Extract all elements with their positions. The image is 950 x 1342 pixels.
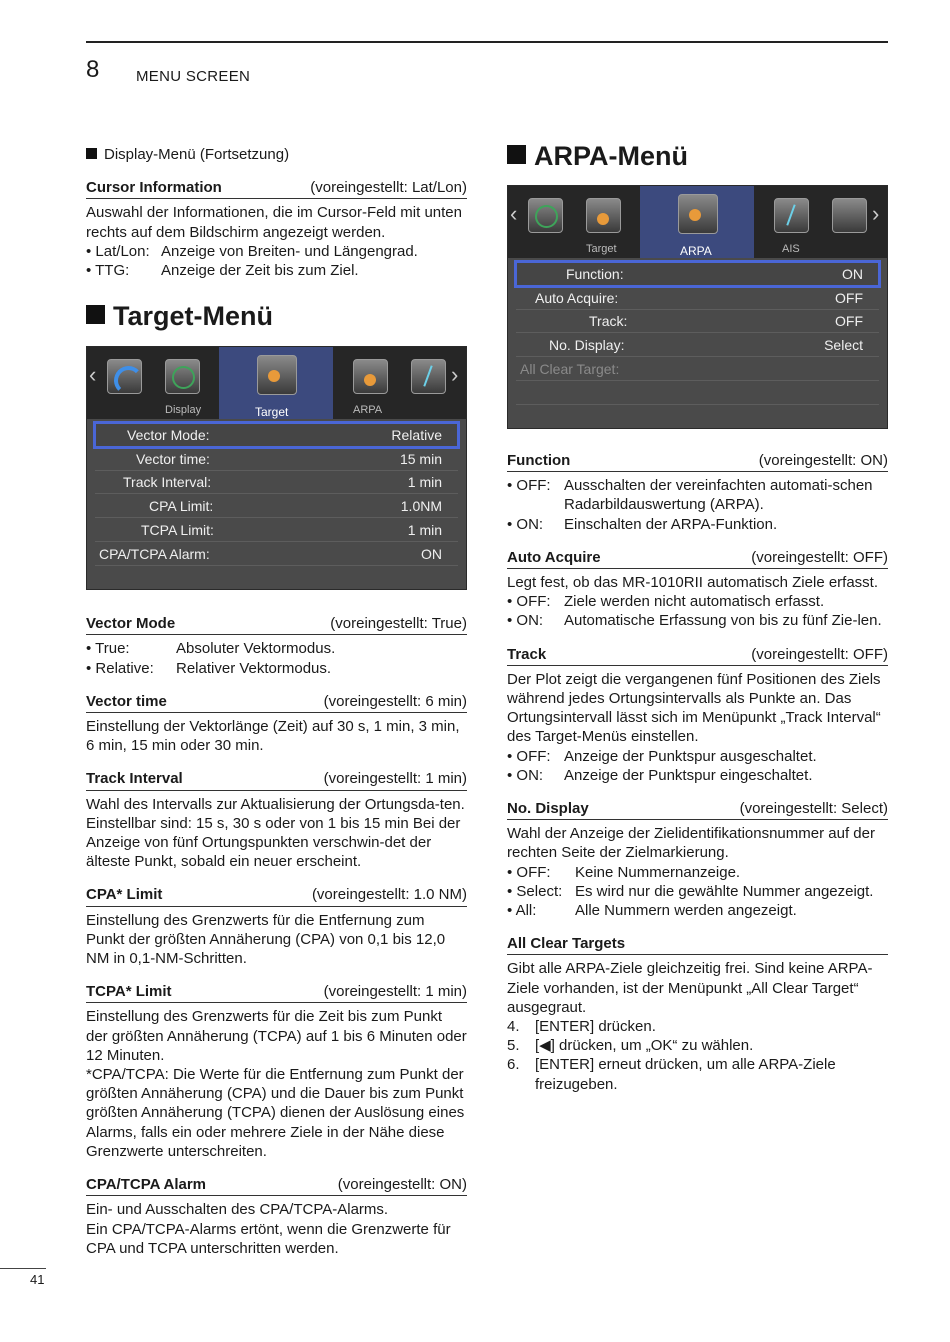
list-item: • Select: Es wird nur die gewählte Nummer angezeigt. xyxy=(507,882,874,900)
display-menu-icon xyxy=(165,359,200,394)
ais-menu-icon xyxy=(411,359,446,394)
tab-display: Display xyxy=(165,404,202,417)
step-item: 4. [ENTER] drücken. xyxy=(507,1018,656,1036)
display-menu-icon xyxy=(528,198,563,233)
tab-arpa: ARPA xyxy=(353,404,383,417)
tab-ais: AIS xyxy=(782,243,800,255)
tab-arpa: ARPA xyxy=(680,244,712,258)
tcpa-limit-heading: TCPA* Limit (voreingestellt: 1 min) xyxy=(86,982,467,1003)
tab-target: Target xyxy=(255,405,289,420)
menu-row-tcpa-limit: TCPA Limit: 1 min xyxy=(95,518,458,542)
list-item: • OFF: Ziele werden nicht automatisch erfasst. xyxy=(507,593,825,611)
list-item: • ON: Anzeige der Punktspur eingeschaltet. xyxy=(507,766,813,784)
list-item: • ON: Automatische Erfassung von bis zu fünf Zie-len. xyxy=(507,612,882,630)
menu-row-auto-acquire: Auto Acquire: OFF xyxy=(516,286,879,310)
list-item: • All: Alle Nummern werden angezeigt. xyxy=(507,902,797,920)
right-column xyxy=(507,140,888,1094)
track-text: Der Plot zeigt die vergangenen fünf Positionen des Ziels während jedes Ortungsintervalls als Punkte an. Das Ortungsintervall lässt sich im Menüpunkt „Track Interval“ des Target-Menüs einstellen. xyxy=(507,670,881,746)
cursor-info-text: Auswahl der Informationen, die im Cursor-Feld mit unten rechts auf dem Bildschirm angezeigt werden. xyxy=(86,204,462,241)
menu-row-cpa-limit: CPA Limit: 1.0NM xyxy=(95,494,458,518)
chevron-right-icon: › xyxy=(451,362,459,388)
chevron-left-icon: ‹ xyxy=(89,362,97,388)
target-menu-screenshot xyxy=(86,346,467,590)
list-item: • OFF: Anzeige der Punktspur ausgeschaltet. xyxy=(507,747,817,765)
target-menu-icon xyxy=(257,355,297,395)
ais-menu-icon xyxy=(774,198,809,233)
vector-mode-heading: Vector Mode (voreingestellt: True) xyxy=(86,614,467,635)
menu-row-track-interval: Track Interval: 1 min xyxy=(95,470,458,494)
list-item: • True: Absoluter Vektormodus. xyxy=(86,640,336,658)
vector-time-text: Einstellung der Vektorlänge (Zeit) auf 30 s, 1 min, 3 min, 6 min, 15 min oder 30 min. xyxy=(86,718,460,755)
step-item: 6. [ENTER] erneut drücken, um alle ARPA-Ziele freizugeben. xyxy=(507,1056,836,1093)
auto-acquire-text: Legt fest, ob das MR-1010RII automatisch Ziele erfasst. xyxy=(507,574,879,592)
page-number: 41 xyxy=(30,1272,45,1287)
step-item: 5. [◀] drücken, um „OK“ zu wählen. xyxy=(507,1037,754,1055)
auto-acquire-heading: Auto Acquire (voreingestellt: OFF) xyxy=(507,548,888,569)
chapter-number: 8 xyxy=(86,56,100,83)
target-menu-icon xyxy=(586,198,621,233)
tcpa-limit-text: Einstellung des Grenzwerts für die Zeit bis zum Punkt der größten Annäherung (TCPA) auf 1 bis 6 Minuten oder 12 Minuten. xyxy=(86,1008,467,1064)
left-column xyxy=(86,145,467,1258)
section-continuation: Display-Menü (Fortsetzung) xyxy=(86,145,467,164)
list-item: • ON: Einschalten der ARPA-Funktion. xyxy=(507,515,778,533)
cpa-alarm-heading: CPA/TCPA Alarm (voreingestellt: ON) xyxy=(86,1175,467,1196)
menu-row-vector-mode: Vector Mode: Relative xyxy=(95,423,458,447)
chart-menu-icon xyxy=(832,198,867,233)
square-bullet-icon xyxy=(86,305,105,324)
header-rule xyxy=(86,41,888,43)
square-bullet-icon xyxy=(86,148,97,159)
square-bullet-icon xyxy=(507,145,526,164)
cpa-limit-heading: CPA* Limit (voreingestellt: 1.0 NM) xyxy=(86,885,467,906)
menu-row-empty xyxy=(516,381,879,405)
menu-row-cpa-tcpa-alarm: CPA/TCPA Alarm: ON xyxy=(95,542,458,566)
vector-time-heading: Vector time (voreingestellt: 6 min) xyxy=(86,692,467,713)
no-display-heading: No. Display (voreingestellt: Select) xyxy=(507,799,888,820)
list-item: • Lat/Lon: Anzeige von Breiten- und Längengrad. xyxy=(86,242,418,260)
arpa-menu-icon xyxy=(353,359,388,394)
chapter-title: MENU SCREEN xyxy=(136,68,251,85)
list-item: • OFF: Keine Nummernanzeige. xyxy=(507,863,741,881)
track-heading: Track (voreingestellt: OFF) xyxy=(507,645,888,666)
menu-row-vector-time: Vector time: 15 min xyxy=(95,447,458,471)
arpa-menu-heading: ARPA-Menü xyxy=(507,140,888,172)
list-item: • OFF: Ausschalten der vereinfachten automati-schen Radarbildauswertung (ARPA). xyxy=(507,477,873,514)
all-clear-text: Gibt alle ARPA-Ziele gleichzeitig frei. Sind keine ARPA-Ziele vorhanden, ist der Menüpunkt „All Clear Target“ ausgegraut. xyxy=(507,960,873,1016)
menu-icon-bar xyxy=(508,186,887,258)
cpa-alarm-text: Ein- und Ausschalten des CPA/TCPA-Alarms. xyxy=(86,1201,389,1219)
menu-row-all-clear-target: All Clear Target: xyxy=(516,357,879,381)
radar-display-icon xyxy=(107,359,142,394)
arpa-menu-icon xyxy=(678,194,718,234)
cpa-tcpa-footnote: *CPA/TCPA: Die Werte für die Entfernung zum Punkt der größten Annäherung (CPA) und die Dauer bis zum Punkt größten Annäherung (TCPA) dienen der Auslösung eines Alarms, falls ein oder mehrere Ziele in der Nähe diese Grenzwerte unterschreiten. xyxy=(86,1066,465,1160)
cpa-limit-text: Einstellung des Grenzwerts für die Entfernung zum Punkt der größten Annäherung (CPA) von 0,1 bis 12,0 NM in 0,1-NM-Schritten. xyxy=(86,911,446,968)
target-menu-heading: Target-Menü xyxy=(86,300,467,332)
menu-row-no-display: No. Display: Select xyxy=(516,333,879,357)
no-display-text: Wahl der Anzeige der Zielidentifikationsnummer auf der rechten Seite der Zielmarkierung. xyxy=(507,825,875,862)
chevron-right-icon: › xyxy=(872,201,880,226)
menu-row-function: Function: ON xyxy=(516,262,879,286)
menu-row-track: Track: OFF xyxy=(516,309,879,333)
cursor-info-heading: Cursor Information (voreingestellt: Lat/Lon) xyxy=(86,178,467,199)
function-heading: Function (voreingestellt: ON) xyxy=(507,451,888,472)
cpa-alarm-text-2: Ein CPA/TCPA-Alarms ertönt, wenn die Grenzwerte für CPA und TCPA unterschritten werden. xyxy=(86,1220,451,1257)
arpa-menu-screenshot xyxy=(507,185,888,429)
track-interval-text: Wahl des Intervalls zur Aktualisierung der Ortungsda-ten. Einstellbar sind: 15 s, 30 s oder von 1 bis 15 min Bei der Anzeige von fünf Ortungspunkten verschwin-det der älteste Punkt, sobald ein neuer erscheint. xyxy=(86,795,465,871)
all-clear-heading: All Clear Targets xyxy=(507,934,888,955)
page-number-rule xyxy=(0,1268,46,1269)
list-item: • TTG: Anzeige der Zeit bis zum Ziel. xyxy=(86,262,359,280)
tab-target: Target xyxy=(586,243,617,255)
menu-icon-bar xyxy=(87,347,466,419)
chevron-left-icon: ‹ xyxy=(510,201,518,226)
list-item: • Relative: Relativer Vektormodus. xyxy=(86,659,332,677)
track-interval-heading: Track Interval (voreingestellt: 1 min) xyxy=(86,769,467,790)
